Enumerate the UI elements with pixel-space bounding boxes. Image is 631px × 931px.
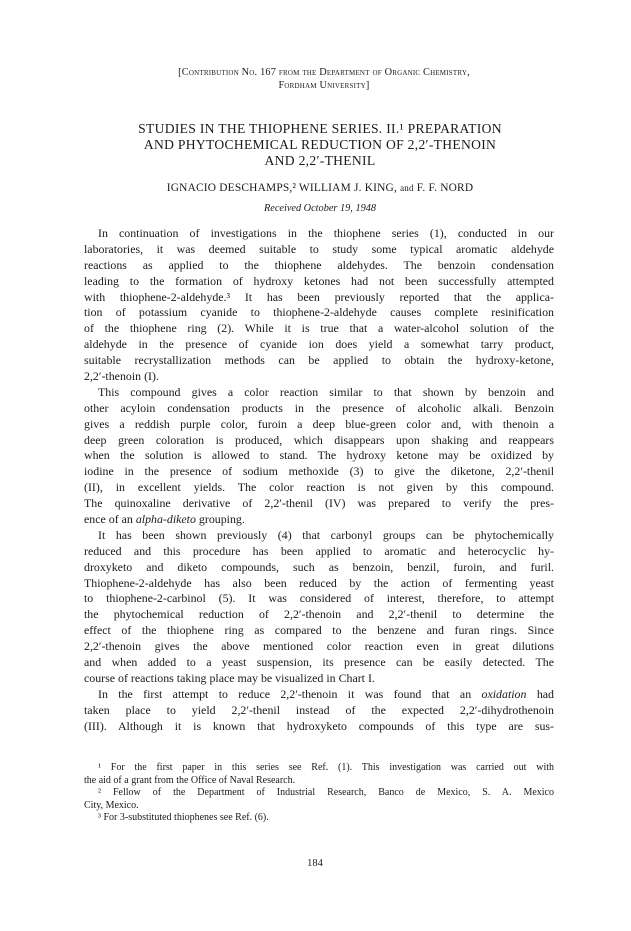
body-line: laboratories, it was deemed suitable to study some typical aromatic aldehyde (84, 241, 554, 256)
body-line: gives a reddish purple color, furoin a deep blue-green color and, with thenoin a (84, 416, 554, 431)
page-number: 184 (307, 858, 323, 869)
article-title (80, 121, 560, 169)
body-line: with thiophene-2-aldehyde.³ It has been previously reported that the applica- (84, 289, 554, 304)
body-line: when the solution is allowed to stand. The hydroxy ketone may be oxidized by (84, 448, 554, 463)
body-line: aldehyde in the presence of cyanide ion does yield a somewhat tarry product, (84, 337, 554, 352)
body-line: leading to the formation of hydroxy ketones had not been successfully attempted (84, 273, 554, 288)
footnote-line: City, Mexico. (84, 799, 139, 811)
author-list (80, 181, 560, 195)
body-line: to thiophene-2-carbinol (5). It was considered of interest, therefore, to attempt (84, 591, 554, 606)
body-line: and when added to a yeast suspension, its presence can be easily detected. The (84, 655, 554, 670)
title-line-2: AND PHYTOCHEMICAL REDUCTION OF 2,2′-THENOIN (143, 137, 497, 152)
body-line: This compound gives a color reaction similar to that shown by benzoin and (98, 384, 554, 399)
body-line: deep green coloration is produced, which disappears upon shaking and reappears (84, 432, 554, 447)
title-line-1: STUDIES IN THE THIOPHENE SERIES. II.¹ PREPARATION (138, 121, 502, 136)
footnotes (84, 762, 554, 825)
body-line: Thiophene-2-aldehyde has also been reduced by the action of fermenting yeast (84, 575, 554, 590)
footnote-line: ² Fellow of the Department of Industrial Research, Banco de Mexico, S. A. Mexico (98, 787, 554, 799)
body-line-text: ence of an alpha-diketo grouping. (84, 512, 245, 527)
contribution-line-2: Fordham University] (278, 80, 370, 91)
received-date: Received October 19, 1948 (263, 203, 377, 214)
body-line: effect of the thiophene ring as compared to the benzene and furan rings. Since (84, 623, 554, 638)
contribution-note (100, 66, 548, 92)
body-line (84, 512, 554, 528)
body-line (84, 687, 554, 703)
body-line: tion of potassium cyanide to thiophene-2-aldehyde causes complete resinification (84, 305, 554, 320)
body-line: 2,2′-thenoin (I). (84, 369, 159, 384)
authors-primary: IGNACIO DESCHAMPS,² WILLIAM J. KING, (166, 182, 398, 194)
body-line: In continuation of investigations in the thiophene series (1), conducted in our (98, 226, 554, 240)
body-line: suitable recrystallization methods can be applied to obtain the hydroxy-ketone, (84, 353, 554, 368)
title-line-3: AND 2,2′-THENIL (264, 153, 376, 168)
footnote-line: the aid of a grant from the Office of Naval Research. (84, 774, 296, 786)
article-body (84, 226, 554, 735)
body-line: (II), in excellent yields. The color reaction is not given by this compound. (84, 480, 554, 495)
body-line: (III). Although it is known that hydroxyketo compounds of this type are sus- (84, 718, 554, 733)
footnote-line: ³ For 3-substituted thiophenes see Ref. (6). (98, 812, 269, 824)
body-line: taken place to yield 2,2′-thenil instead of the expected 2,2′-dihydrothenoin (84, 702, 554, 717)
authors-last: F. F. NORD (416, 182, 474, 194)
body-line: droxyketo and diketo compounds, such as benzoin, benzil, furoin, and furil. (84, 559, 554, 574)
authors-and: and (400, 183, 414, 193)
body-line-text: In the first attempt to reduce 2,2′-thenoin it was found that an oxidation had (98, 686, 554, 701)
contribution-line-1: [Contribution No. 167 from the Department of Organic Chemistry, (178, 67, 470, 78)
body-line: iodine in the presence of sodium methoxide (3) to give the diketone, 2,2′-thenil (84, 464, 554, 479)
body-line: It has been shown previously (4) that carbonyl groups can be phytochemically (98, 527, 554, 542)
body-line: 2,2′-thenoin gives the above mentioned color reaction even in great dilutions (84, 639, 554, 654)
body-line: of the thiophene ring (2). While it is true that a water-alcohol solution of the (84, 321, 554, 336)
body-line: reduced and this procedure has been applied to aromatic and heterocyclic hy- (84, 543, 554, 558)
body-line: The quinoxaline derivative of 2,2′-thenil (IV) was prepared to verify the pres- (84, 496, 554, 511)
body-line: the phytochemical reduction of 2,2′-thenoin and 2,2′-thenil to determine the (84, 607, 554, 622)
body-line: reactions as applied to the thiophene aldehydes. The benzoin condensation (84, 257, 554, 272)
body-line: course of reactions taking place may be visualized in Chart I. (84, 670, 375, 685)
footnote-line: ¹ For the first paper in this series see Ref. (1). This investigation was carried out with (98, 762, 554, 773)
body-line: other acyloin condensation products in the presence of alcoholic alkali. Benzoin (84, 400, 554, 415)
